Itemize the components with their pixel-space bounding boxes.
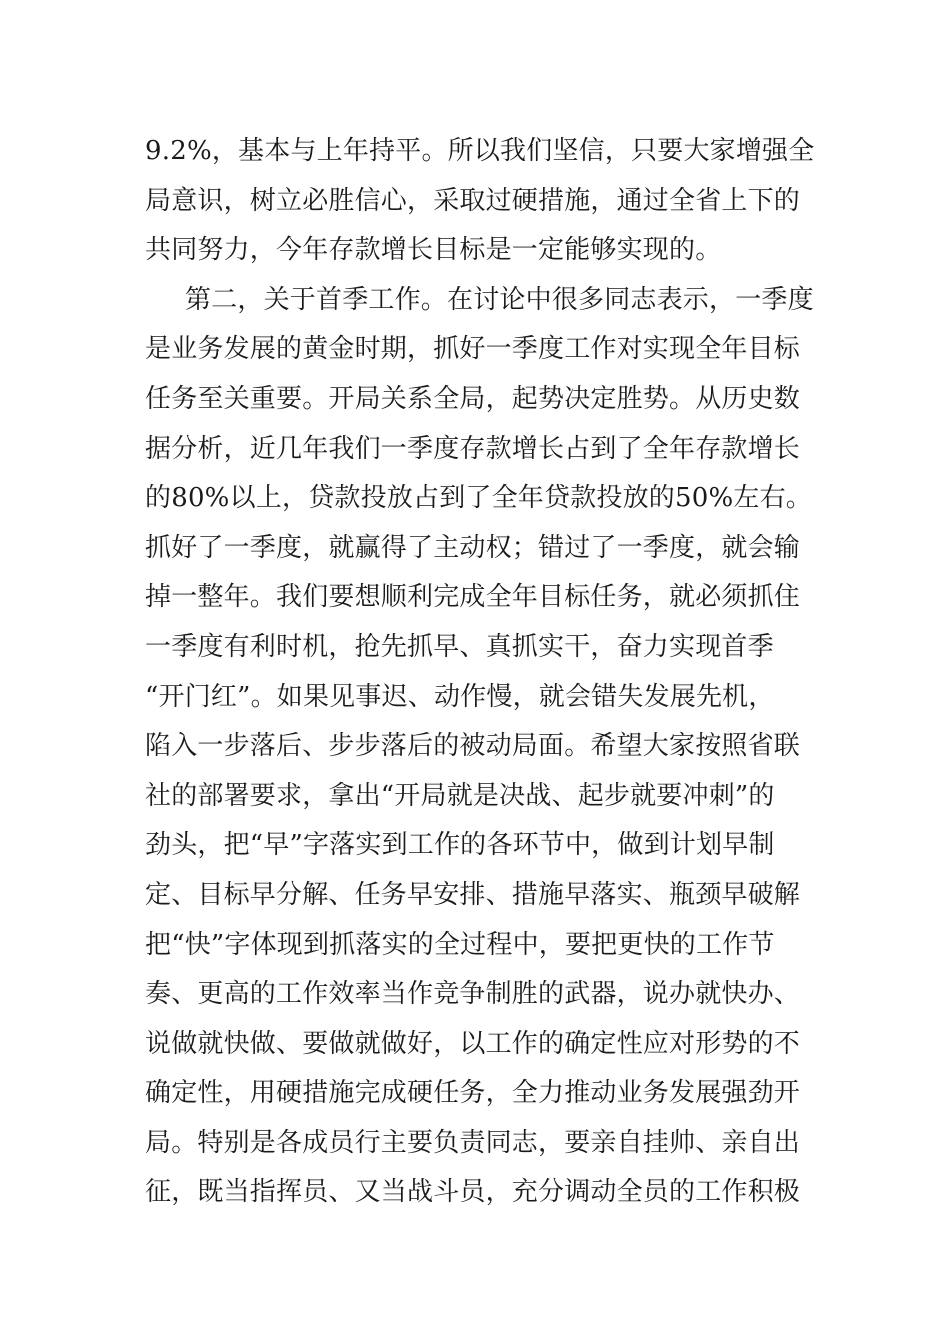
text-line: 的80%以上，贷款投放占到了全年贷款投放的50%左右。 — [145, 483, 812, 514]
text-line: 奏、更高的工作效率当作竞争制胜的武器，说办就快办、 — [145, 979, 801, 1010]
text-line: 据分析，近几年我们一季度存款增长占到了全年存款增长 — [145, 433, 801, 464]
text-line: 劲头，把“早”字落实到工作的各环节中，做到计划早制 — [145, 830, 775, 861]
text-line: 任务至关重要。开局关系全局，起势决定胜势。从历史数 — [145, 383, 801, 414]
text-line: 9.2%，基本与上年持平。所以我们坚信，只要大家增强全 — [145, 136, 815, 166]
text-line: 是业务发展的黄金时期，抓好一季度工作对实现全年目标 — [145, 334, 801, 365]
text-line: 抓好了一季度，就赢得了主动权；错过了一季度，就会输 — [145, 532, 801, 563]
text-line: 陷入一步落后、步步落后的被动局面。希望大家按照省联 — [145, 731, 801, 762]
text-line: 确定性，用硬措施完成硬任务，全力推动业务发展强劲开 — [145, 1078, 801, 1109]
text-line: 共同努力，今年存款增长目标是一定能够实现的。 — [145, 235, 722, 266]
text-line: 掉一整年。我们要想顺利完成全年目标任务，就必须抓住 — [145, 582, 801, 613]
paragraph-start-line: 第二，关于首季工作。在讨论中很多同志表示，一季度 — [185, 284, 814, 315]
text-line: 一季度有利时机，抢先抓早、真抓实干，奋力实现首季 — [145, 631, 774, 662]
text-line: “开门红”。如果见事迟、动作慢，就会错失发展先机， — [145, 681, 775, 712]
body-text — [145, 127, 825, 1218]
text-line: 定、目标早分解、任务早安排、措施早落实、瓶颈早破解 — [145, 879, 801, 910]
text-line: 把“快”字体现到抓落实的全过程中，要把更快的工作节 — [145, 929, 775, 960]
text-line: 局。特别是各成员行主要负责同志，要亲自挂帅、亲自出 — [145, 1127, 801, 1158]
text-line: 局意识，树立必胜信心，采取过硬措施，通过全省上下的 — [145, 185, 801, 216]
text-line: 社的部署要求，拿出“开局就是决战、起步就要冲刺”的 — [145, 780, 775, 811]
text-line: 征，既当指挥员、又当战斗员，充分调动全员的工作积极 — [145, 1177, 801, 1208]
text-line: 说做就快做、要做就做好，以工作的确定性应对形势的不 — [145, 1028, 801, 1059]
